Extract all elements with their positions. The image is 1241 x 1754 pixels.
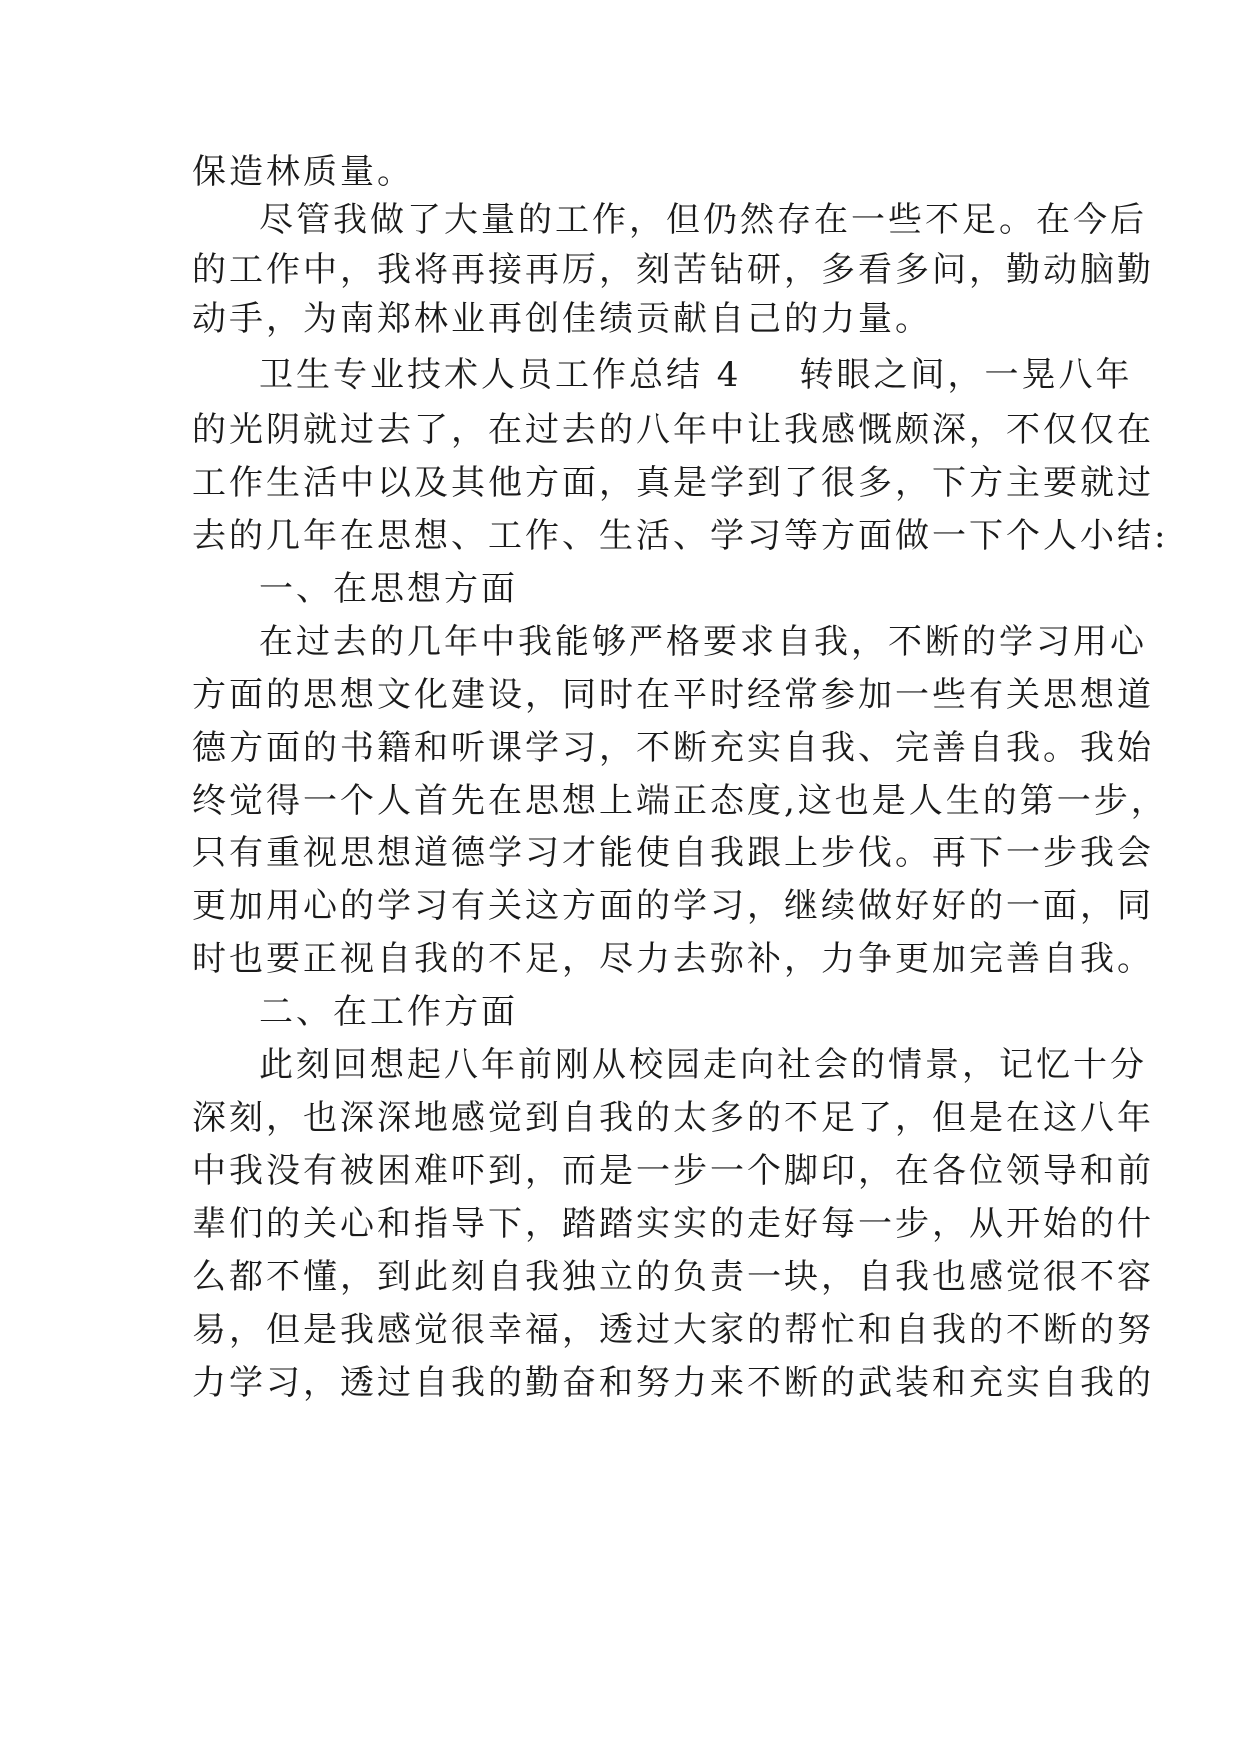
text-line: 在过去的几年中我能够严格要求自我，不断的学习用心 [259, 622, 1147, 662]
text-line: 么都不懂，到此刻自我独立的负责一块，自我也感觉很不容 [192, 1257, 1154, 1297]
subheading: 一、在思想方面 [259, 569, 518, 609]
text-line: 此刻回想起八年前刚从校园走向社会的情景，记忆十分 [259, 1045, 1147, 1085]
text-line: 方面的思想文化建设，同时在平时经常参加一些有关思想道 [192, 675, 1154, 715]
text-line: 去的几年在思想、工作、生活、学习等方面做一下个人小结: [192, 516, 1169, 556]
text-line: 辈们的关心和指导下，踏踏实实的走好每一步，从开始的什 [192, 1204, 1154, 1244]
text-line: 的光阴就过去了，在过去的八年中让我感慨颇深，不仅仅在 [192, 410, 1154, 450]
text-line: 工作生活中以及其他方面，真是学到了很多，下方主要就过 [192, 463, 1154, 503]
text-line: 力学习，透过自我的勤奋和努力来不断的武装和充实自我的 [192, 1363, 1154, 1403]
text-line: 保造林质量。 [192, 152, 414, 192]
text-line: 德方面的书籍和听课学习，不断充实自我、完善自我。我始 [192, 728, 1154, 768]
text-line: 时也要正视自我的不足，尽力去弥补，力争更加完善自我。 [192, 939, 1154, 979]
text-line: 的工作中，我将再接再厉，刻苦钻研，多看多问，勤动脑勤 [192, 250, 1154, 290]
section-heading-line [259, 353, 1133, 397]
text-line: 终觉得一个人首先在思想上端正态度,这也是人生的第一步， [192, 781, 1168, 821]
text-line: 只有重视思想道德学习才能使自我跟上步伐。再下一步我会 [192, 833, 1154, 873]
text-line: 尽管我做了大量的工作，但仍然存在一些不足。在今后 [259, 200, 1147, 240]
text-line: 转眼之间，一晃八年 [799, 355, 1133, 395]
text-line: 动手，为南郑林业再创佳绩贡献自己的力量。 [192, 299, 932, 339]
text-line: 中我没有被困难吓到，而是一步一个脚印，在各位领导和前 [192, 1151, 1154, 1191]
text-line: 更加用心的学习有关这方面的学习，继续做好好的一面，同 [192, 886, 1154, 926]
subheading: 二、在工作方面 [259, 992, 518, 1032]
text-line: 深刻，也深深地感觉到自我的太多的不足了，但是在这八年 [192, 1098, 1154, 1138]
text-line: 易，但是我感觉很幸福，透过大家的帮忙和自我的不断的努 [192, 1310, 1154, 1350]
section-heading: 卫生专业技术人员工作总结 4 [259, 355, 742, 395]
